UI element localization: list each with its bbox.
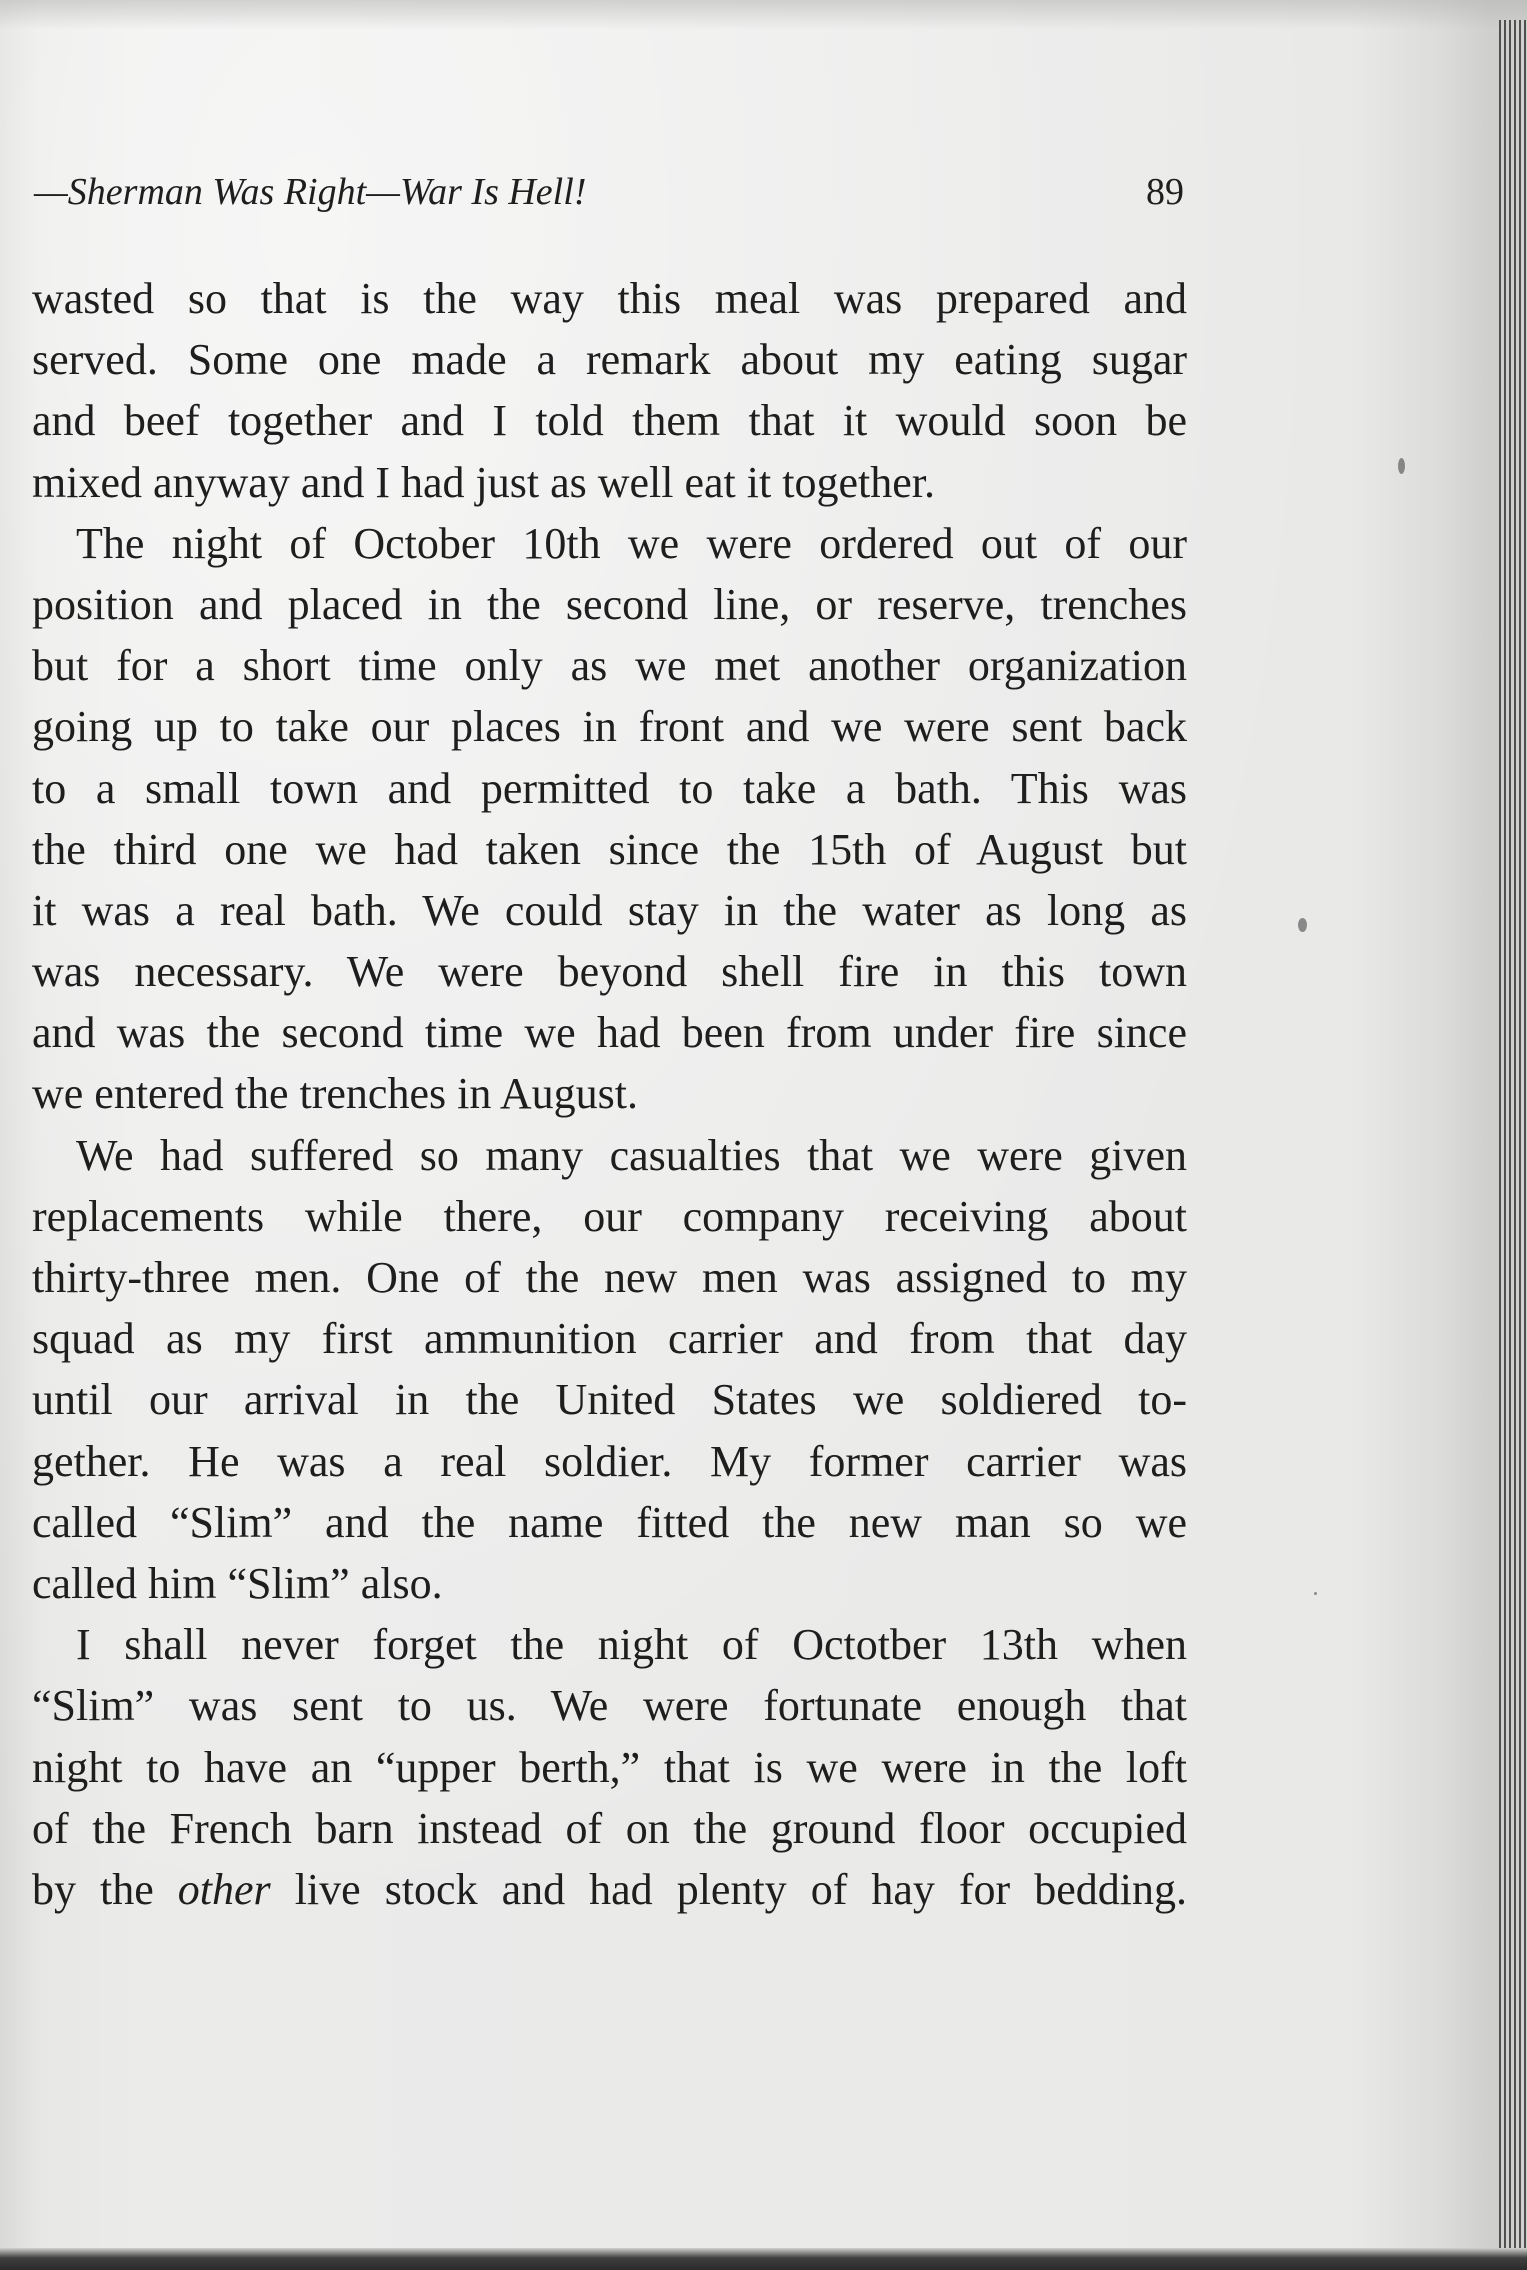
text-line: and was the second time we had been from under fire since (32, 1008, 1187, 1058)
text-line: We had suffered so many casualties that we were given (76, 1130, 1187, 1180)
text-line: called him “Slim” also. (32, 1558, 443, 1608)
text-line: was necessary. We were beyond shell fire in this town (32, 947, 1187, 997)
text-line: going up to take our places in front and we were sent back (32, 702, 1187, 752)
text-line: mixed anyway and I had just as well eat it together. (32, 457, 935, 507)
text-line: it was a real bath. We could stay in the water as long as (32, 885, 1187, 935)
running-title: —Sherman Was Right—War Is Hell! (34, 171, 587, 213)
text-line: of the French barn instead of on the ground floor occupied (32, 1803, 1187, 1853)
paper-speck (1298, 918, 1307, 932)
page-number: 89 (1146, 171, 1184, 213)
page-edge-right (1499, 20, 1527, 2270)
text-line: squad as my first ammunition carrier and from that day (32, 1314, 1187, 1364)
text-line: called “Slim” and the name fitted the new man so we (32, 1497, 1187, 1547)
text-line: I shall never forget the night of Octotber 13th when (76, 1620, 1187, 1670)
paper-speck (1398, 458, 1405, 474)
text-line: gether. He was a real soldier. My former carrier was (32, 1436, 1187, 1486)
page-top-shadow (0, 0, 1527, 30)
text-line: “Slim” was sent to us. We were fortunate enough that (32, 1681, 1187, 1731)
page-edge-bottom (0, 2248, 1527, 2270)
text-line: replacements while there, our company receiving about (32, 1191, 1187, 1241)
text-line: we entered the trenches in August. (32, 1069, 639, 1119)
paper-speck (1314, 1592, 1317, 1595)
running-header (34, 162, 1184, 222)
text-line: night to have an “upper berth,” that is we were in the loft (32, 1742, 1187, 1792)
text-line: until our arrival in the United States we soldiered to- (32, 1375, 1187, 1425)
text-line: and beef together and I told them that it would soon be (32, 396, 1187, 446)
text-line: the third one we had taken since the 15th of August but (32, 824, 1187, 874)
text-line: served. Some one made a remark about my eating sugar (32, 335, 1187, 385)
body-text (32, 268, 1187, 1920)
text-line: position and placed in the second line, or reserve, trenches (32, 579, 1187, 629)
text-line: The night of October 10th we were ordered out of our (76, 518, 1187, 568)
text-segment: live stock and had plenty of hay for bedding. (270, 1864, 1187, 1914)
text-line: thirty-three men. One of the new men was assigned to my (32, 1253, 1187, 1302)
text-line: but for a short time only as we met another organization (32, 641, 1187, 691)
text-line: to a small town and permitted to take a bath. This was (32, 763, 1187, 813)
emphasis-text: other (177, 1864, 271, 1914)
text-line: wasted so that is the way this meal was prepared and (32, 274, 1187, 323)
text-line-final (32, 1859, 1187, 1920)
text-segment: by the (32, 1864, 178, 1914)
